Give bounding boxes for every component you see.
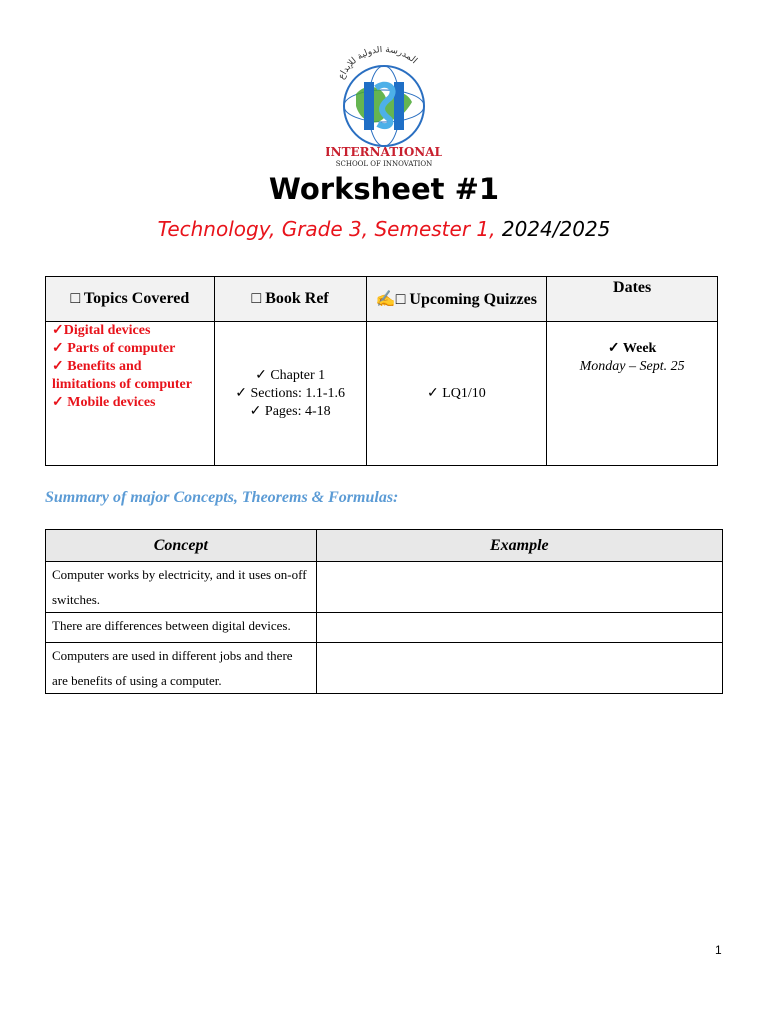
overview-table bbox=[45, 276, 718, 466]
table-row bbox=[46, 643, 723, 694]
header-dates: Dates bbox=[547, 277, 718, 322]
header-example: Example bbox=[316, 530, 722, 562]
header-book-ref: □ Book Ref bbox=[214, 277, 366, 322]
logo-name-line2: SCHOOL OF INNOVATION bbox=[335, 160, 433, 168]
header-topics-covered: □ Topics Covered bbox=[46, 277, 215, 322]
table-row bbox=[46, 613, 723, 643]
topic-item: ✓ Parts of computer bbox=[52, 341, 176, 356]
page-number: 1 bbox=[715, 943, 722, 957]
worksheet-title: Worksheet #1 bbox=[268, 172, 500, 206]
svg-text:المدرسة الدولية للإبداع bbox=[337, 46, 419, 81]
topic-item: ✓ Benefits and limitations of computer bbox=[52, 359, 192, 392]
logo-arabic-text: المدرسة الدولية للإبداع bbox=[336, 46, 419, 82]
example-cell bbox=[316, 643, 722, 694]
topics-cell bbox=[46, 322, 215, 466]
book-ref-item: ✓ Pages: 4-18 bbox=[249, 403, 331, 419]
topic-item: ✓Digital devices bbox=[52, 323, 151, 338]
subtitle-year: 2024/2025 bbox=[495, 217, 611, 241]
school-logo bbox=[326, 46, 442, 168]
topics-icon: □ bbox=[70, 290, 81, 307]
book-ref-item: ✓ Sections: 1.1-1.6 bbox=[235, 385, 346, 401]
concept-cell: Computer works by electricity, and it uses on-off switches. bbox=[46, 562, 317, 613]
quizzes-cell bbox=[366, 322, 547, 466]
dates-cell bbox=[547, 322, 718, 466]
book-icon: □ bbox=[251, 290, 262, 307]
worksheet-subtitle bbox=[0, 217, 768, 241]
example-cell bbox=[316, 562, 722, 613]
book-ref-item: ✓ Chapter 1 bbox=[255, 367, 326, 383]
table-row bbox=[46, 562, 723, 613]
dates-day: Monday – Sept. 25 bbox=[579, 359, 685, 374]
concept-table bbox=[45, 529, 723, 694]
summary-heading: Summary of major Concepts, Theorems & Formulas: bbox=[45, 489, 399, 506]
dates-week: ✓ Week bbox=[607, 341, 657, 356]
header-upcoming-quizzes: ✍□ Upcoming Quizzes bbox=[366, 277, 547, 322]
header-concept: Concept bbox=[46, 530, 317, 562]
writing-hand-icon: ✍□ bbox=[375, 291, 406, 308]
subtitle-subject: Technology, Grade 3, Semester 1, bbox=[157, 217, 496, 241]
concept-cell: There are differences between digital devices. bbox=[46, 613, 317, 643]
logo-name-line1: INTERNATIONAL bbox=[326, 145, 442, 159]
quiz-item: ✓ LQ1/10 bbox=[427, 386, 486, 401]
book-ref-cell bbox=[214, 322, 366, 466]
example-cell bbox=[316, 613, 722, 643]
topic-item: ✓ Mobile devices bbox=[52, 395, 156, 410]
concept-cell: Computers are used in different jobs and there are benefits of using a computer. bbox=[46, 643, 317, 694]
